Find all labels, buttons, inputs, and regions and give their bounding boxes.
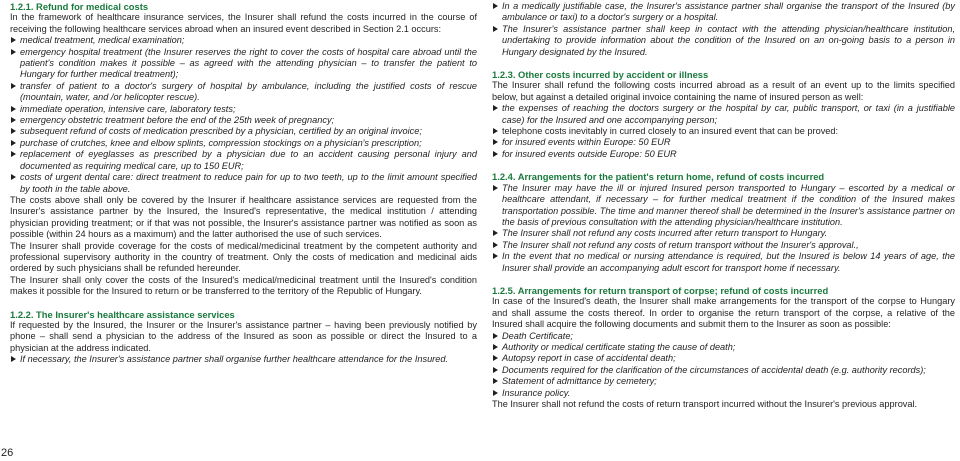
documents-list [492, 331, 955, 399]
list-item: The Insurer shall not refund any costs incurred after return transport to Hungary. [492, 228, 955, 239]
covered-services-list [10, 35, 477, 195]
list-item: The Insurer's assistance partner shall keep in contact with the attending physician/healthcare institution, undertaking to provide information about the condition of the Insured on an on-going basis to a person in Hungary designated by the Insured. [492, 24, 955, 58]
bullet-triangle-icon [11, 151, 16, 157]
left-column [10, 1, 477, 366]
heading-1-2-5: 1.2.5. Arrangements for return transport of corpse; refund of costs incurred [492, 284, 829, 296]
paragraph-authority-coverage: The Insurer shall provide coverage for the costs of medical/medicinal treatment by the competent authority and professional supervisory authority in the country of treatment. Only the costs of medication and medicinal aids ordered by such physicians shall be refunded hereunder. [10, 240, 477, 274]
intro-1-2-5: In case of the Insured's death, the Insurer shall make arrangements for the transport of the corpse to Hungary and shall assume the costs thereof. In order to organise the return transport of the corpse, a relative of the Insured shall acquire the following documents and submit them to the Insurer as soon as possible: [492, 296, 955, 330]
right-column [492, 1, 955, 410]
list-item: Insurance policy. [492, 388, 955, 399]
assistance-list-continued [492, 1, 955, 58]
bullet-triangle-icon [493, 378, 498, 384]
bullet-triangle-icon [493, 253, 498, 259]
list-item: for insured events within Europe: 50 EUR [492, 137, 955, 148]
bullet-triangle-icon [11, 356, 16, 362]
bullet-triangle-icon [11, 106, 16, 112]
list-item: purchase of crutches, knee and elbow splints, compression stockings on a physician's prescription; [10, 138, 477, 149]
heading-1-2-1: 1.2.1. Refund for medical costs [10, 1, 149, 12]
list-item: Statement of admittance by cemetery; [492, 376, 955, 387]
assistance-list [10, 354, 477, 365]
list-item: In the event that no medical or nursing attendance is required, but the Insured is below 14 years of age, the Insurer shall provide an accompanying adult escort for transport home if necessary. [492, 251, 955, 274]
list-item: In a medically justifiable case, the Insurer's assistance partner shall organise the transport of the Insured (by ambulance or taxi) to a doctor's surgery or a hospital. [492, 1, 955, 24]
paragraph-coverage-conditions: The costs above shall only be covered by the Insurer if healthcare assistance services are requested from the Insurer's assistance partner by the Insured, the Insured's representative, the medical institution / attending physician providing treatment; or if that was not possible, the Insurer's assistance partner was notified as soon as possible (within 24 hours as a maximum) and the latter authorised the use of such services. [10, 194, 477, 240]
bullet-triangle-icon [493, 344, 498, 350]
bullet-triangle-icon [493, 105, 498, 111]
list-item: replacement of eyeglasses as prescribed by a physician due to an accident causing personal injury and documented as requiring medical care, up to 150 EUR; [10, 149, 477, 172]
intro-1-2-2: If requested by the Insured, the Insurer or the Insurer's assistance partner – having been previously notified by phone – shall send a physician to the address of the Insured as soon as possible or direct the Insured to a physician at the address indicated. [10, 319, 477, 353]
intro-1-2-1: In the framework of healthcare insurance services, the Insurer shall refund the costs incurred in the course of receiving the following healthcare services abroad when an insured event described in Section 2.1 occurs: [10, 12, 477, 34]
heading-1-2-2: 1.2.2. The Insurer's healthcare assistance services [10, 308, 235, 320]
bullet-triangle-icon [11, 117, 16, 123]
intro-1-2-3: The Insurer shall refund the following costs incurred abroad as a result of an event up to the limits specified below, but against a detailed original invoice containing the name of insured person as well: [492, 80, 955, 102]
bullet-triangle-icon [493, 242, 498, 248]
bullet-triangle-icon [11, 128, 16, 134]
list-item: The Insurer may have the ill or injured Insured person transported to Hungary – escorted by a medical or healthcare attendant, if necessary – for further medical treatment if the condition of the Insured makes transportation possible. The time and manner thereof shall be determined in the Insurer's assistance partner on the basis of previous consultation with the attending physician/healthcare institution. [492, 183, 955, 229]
bullet-triangle-icon [493, 26, 498, 32]
heading-1-2-3: 1.2.3. Other costs incurred by accident or illness [492, 69, 709, 81]
bullet-triangle-icon [493, 139, 498, 145]
paragraph-return-limit: The Insurer shall only cover the costs of the Insured's medical/medicinal treatment until the Insured's condition makes it possible for the Insured to return or be transferred to the territory of the Republic of Hungary. [10, 274, 477, 297]
bullet-triangle-icon [493, 367, 498, 373]
list-item: telephone costs inevitably in curred closely to an insured event that can be proved: [492, 126, 955, 137]
list-item: transfer of patient to a doctor's surgery of hospital by ambulance, including the justified costs of rescue (mountain, water, and /or helicopter rescue). [10, 81, 477, 104]
page-number: 26 [1, 447, 14, 459]
list-item: Autopsy report in case of accidental death; [492, 353, 955, 364]
bullet-triangle-icon [493, 333, 498, 339]
bullet-triangle-icon [11, 37, 16, 43]
list-item: subsequent refund of costs of medication prescribed by a physician, certified by an original invoice; [10, 126, 477, 137]
bullet-triangle-icon [11, 174, 16, 180]
list-item: If necessary, the Insurer's assistance partner shall organise further healthcare attendance for the Insured. [10, 354, 477, 365]
list-item: emergency obstetric treatment before the end of the 25th week of pregnancy; [10, 115, 477, 126]
list-item: immediate operation, intensive care, laboratory tests; [10, 104, 477, 115]
heading-1-2-4: 1.2.4. Arrangements for the patient's return home, refund of costs incurred [492, 171, 825, 183]
bullet-triangle-icon [493, 185, 498, 191]
bullet-triangle-icon [11, 140, 16, 146]
list-item: Documents required for the clarification of the circumstances of accidental death (e.g. authority records); [492, 365, 955, 376]
bullet-triangle-icon [11, 83, 16, 89]
list-item: for insured events outside Europe: 50 EUR [492, 149, 955, 160]
bullet-triangle-icon [11, 49, 16, 55]
list-item: The Insurer shall not refund any costs of return transport without the Insurer's approval., [492, 240, 955, 251]
bullet-triangle-icon [493, 390, 498, 396]
list-item: medical treatment, medical examination; [10, 35, 477, 46]
bullet-triangle-icon [493, 230, 498, 236]
list-item: costs of urgent dental care: direct treatment to reduce pain for up to two teeth, up to the limit amount specified by tooth in the table above. [10, 172, 477, 195]
bullet-triangle-icon [493, 128, 498, 134]
bullet-triangle-icon [493, 355, 498, 361]
list-item: emergency hospital treatment (the Insurer reserves the right to cover the costs of hospital care abroad until the patient's condition makes it possible – as agreed with the attending physician – to transfer the patient to Hungary for further medical treatment); [10, 47, 477, 81]
bullet-triangle-icon [493, 151, 498, 157]
outro-1-2-5: The Insurer shall not refund the costs of return transport incurred without the Insurer's previous approval. [492, 399, 918, 409]
return-home-list [492, 183, 955, 274]
list-item: Authority or medical certificate stating the cause of death; [492, 342, 955, 353]
list-item: the expenses of reaching the doctors surgery or the hospital by car, public transport, or taxi (in a justifiable case) for the Insured and one accompanying person; [492, 103, 955, 126]
list-item: Death Certificate; [492, 331, 955, 342]
bullet-triangle-icon [493, 3, 498, 9]
other-costs-list [492, 103, 955, 160]
